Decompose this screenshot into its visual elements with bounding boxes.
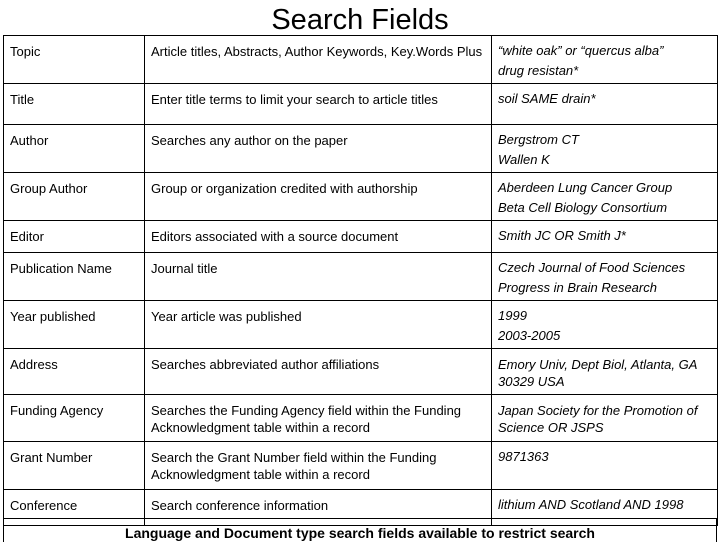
field-name-cell: Grant Number — [4, 442, 145, 490]
field-name-cell: Funding Agency — [4, 395, 145, 442]
field-name-cell: Topic — [4, 36, 145, 84]
field-example-cell — [492, 84, 718, 125]
table-row — [4, 221, 718, 253]
example-line: Czech Journal of Food Sciences — [498, 260, 686, 275]
field-description-cell: Journal title — [145, 253, 492, 301]
example-line: Japan Society for the Promotion of Science OR JSPS — [498, 403, 698, 435]
field-example-cell — [492, 395, 718, 442]
field-example-cell — [492, 173, 718, 221]
table-row — [4, 395, 718, 442]
field-description-cell: Searches the Funding Agency field within the Funding Acknowledgment table within a record — [145, 395, 492, 442]
field-description-cell: Searches any author on the paper — [145, 125, 492, 173]
field-example-cell — [492, 125, 718, 173]
field-example-cell — [492, 301, 718, 349]
field-name-cell: Address — [4, 349, 145, 395]
field-name-cell: Publication Name — [4, 253, 145, 301]
example-line: drug resistan* — [498, 63, 579, 78]
field-description-cell: Enter title terms to limit your search to article titles — [145, 84, 492, 125]
field-name-cell: Conference — [4, 490, 145, 526]
footer-note: Language and Document type search fields available to restrict search — [3, 518, 717, 542]
example-line: soil SAME drain* — [498, 91, 596, 106]
field-example-cell — [492, 221, 718, 253]
page-title: Search Fields — [271, 4, 449, 36]
field-description-cell: Search conference information — [145, 490, 492, 526]
table-row — [4, 301, 718, 349]
example-line: Bergstrom CT — [498, 132, 579, 147]
search-fields-table — [3, 35, 718, 526]
example-line: 1999 — [498, 308, 527, 323]
example-line: Progress in Brain Research — [498, 280, 657, 295]
example-line: lithium AND Scotland AND 1998 — [498, 497, 684, 512]
field-description-cell: Article titles, Abstracts, Author Keywords, Key.Words Plus — [145, 36, 492, 84]
field-name-cell: Year published — [4, 301, 145, 349]
example-line: Beta Cell Biology Consortium — [498, 200, 668, 215]
field-name-cell: Author — [4, 125, 145, 173]
example-line: Emory Univ, Dept Biol, Atlanta, GA 30329 USA — [498, 357, 697, 389]
table-row — [4, 253, 718, 301]
table-row — [4, 442, 718, 490]
field-name-cell: Group Author — [4, 173, 145, 221]
example-line: 2003-2005 — [498, 328, 561, 343]
example-line: Wallen K — [498, 152, 550, 167]
field-description-cell: Searches abbreviated author affiliations — [145, 349, 492, 395]
field-example-cell — [492, 253, 718, 301]
field-example-cell — [492, 442, 718, 490]
field-example-cell — [492, 36, 718, 84]
field-description-cell: Editors associated with a source document — [145, 221, 492, 253]
field-name-cell: Title — [4, 84, 145, 125]
example-line: Smith JC OR Smith J* — [498, 228, 626, 243]
field-name-cell: Editor — [4, 221, 145, 253]
example-line: “white oak” or “quercus alba” — [498, 43, 664, 58]
table-row — [4, 84, 718, 125]
table-row — [4, 173, 718, 221]
field-description-cell: Search the Grant Number field within the Funding Acknowledgment table within a record — [145, 442, 492, 490]
table-row — [4, 125, 718, 173]
field-example-cell — [492, 349, 718, 395]
table-row — [4, 36, 718, 84]
example-line: 9871363 — [498, 449, 549, 464]
example-line: Aberdeen Lung Cancer Group — [498, 180, 673, 195]
table-row — [4, 349, 718, 395]
field-description-cell: Year article was published — [145, 301, 492, 349]
field-description-cell: Group or organization credited with authorship — [145, 173, 492, 221]
